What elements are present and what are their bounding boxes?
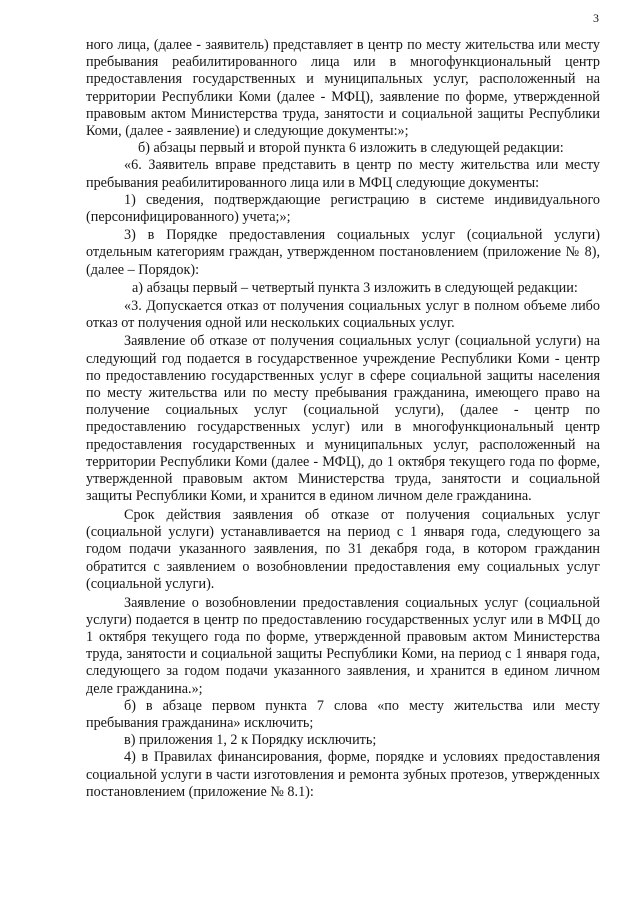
paragraph-refusal-application: Заявление об отказе от получения социальных услуг (социальной услуги) на следующий год подается в государственное учреждение Республики Коми - центр по предоставлению государственных услуг в сфере социальной защиты населения по месту жительства или по месту пребывания гражданина, имеющего право на получение социальных услуг (социальной услуги), (далее - центр по предоставлению государственных услуг) или в многофункциональный центр предоставления государственных и муниципальных услуг, расположенный на территории Республики Коми (далее - МФЦ), до 1 октября текущего года по форме, утвержденной правовым актом Министерства труда, занятости и социальной защиты Республики Коми, и хранится в едином личном деле гражданина. [86,333,600,505]
paragraph-amend-a: а) абзацы первый – четвертый пункта 3 изложить в следующей редакции: [132,279,578,296]
page-number: 3 [593,11,599,25]
paragraph-item-6: «6. Заявитель вправе представить в центр по месту жительства или месту пребывания реабилитированного лица или в МФЦ следующие документы: [86,157,600,191]
paragraph-resumption: Заявление о возобновлении предоставления социальных услуг (социальной услуги) подается в центр по предоставлению государственных услуг или в МФЦ до 1 октября текущего года по форме, утвержденной правовым актом Министерства труда, занятости и социальной защиты Республики Коми, на период с 1 января года, следующего за годом подачи указанного заявления, и хранится в едином личном деле гражданина.»; [86,594,600,697]
paragraph-amend-3: 3) в Порядке предоставления социальных услуг (социальной услуги) отдельным категориям граждан, утвержденном постановлением (приложение № 8), (далее – Порядок): [86,227,600,278]
paragraph-amend-b-item-7: б) в абзаце первом пункта 7 слова «по месту жительства или месту пребывания гражданина» исключить; [86,697,600,731]
document-body [86,37,600,801]
paragraph-item-1: 1) сведения, подтверждающие регистрацию в системе индивидуального (персонифицированного) учета;»; [86,191,600,226]
paragraph-amend-v: в) приложения 1, 2 к Порядку исключить; [124,732,377,749]
paragraph-amend-4: 4) в Правилах финансирования, форме, порядке и условиях предоставления социальной услуги в части изготовления и ремонта зубных протезов, утвержденных постановлением (приложение № 8.1): [86,749,600,800]
paragraph-item-3: «3. Допускается отказ от получения социальных услуг в полном объеме либо отказ от получения одной или нескольких социальных услуг. [86,298,600,332]
paragraph-amend-b: б) абзацы первый и второй пункта 6 изложить в следующей редакции: [138,140,564,157]
paragraph-validity-period: Срок действия заявления об отказе от получения социальных услуг (социальной услуги) устанавливается на период с 1 января года, следующего за годом подачи указанного заявления, по 31 декабря года, в котором гражданин обратится с заявлением о возобновлении предоставления ему социальных услуг (социальной услуги). [86,506,600,592]
paragraph-continuation: ного лица, (далее - заявитель) представляет в центр по месту жительства или месту пребывания реабилитированного лица или в многофункциональный центр предоставления государственных и муниципальных услуг, расположенный на территории Республики Коми (далее - МФЦ), заявление по форме, утвержденной правовым актом Министерства труда, занятости и социальной защиты Республики Коми, (далее - заявление) и следующие документы:»; [86,37,600,140]
